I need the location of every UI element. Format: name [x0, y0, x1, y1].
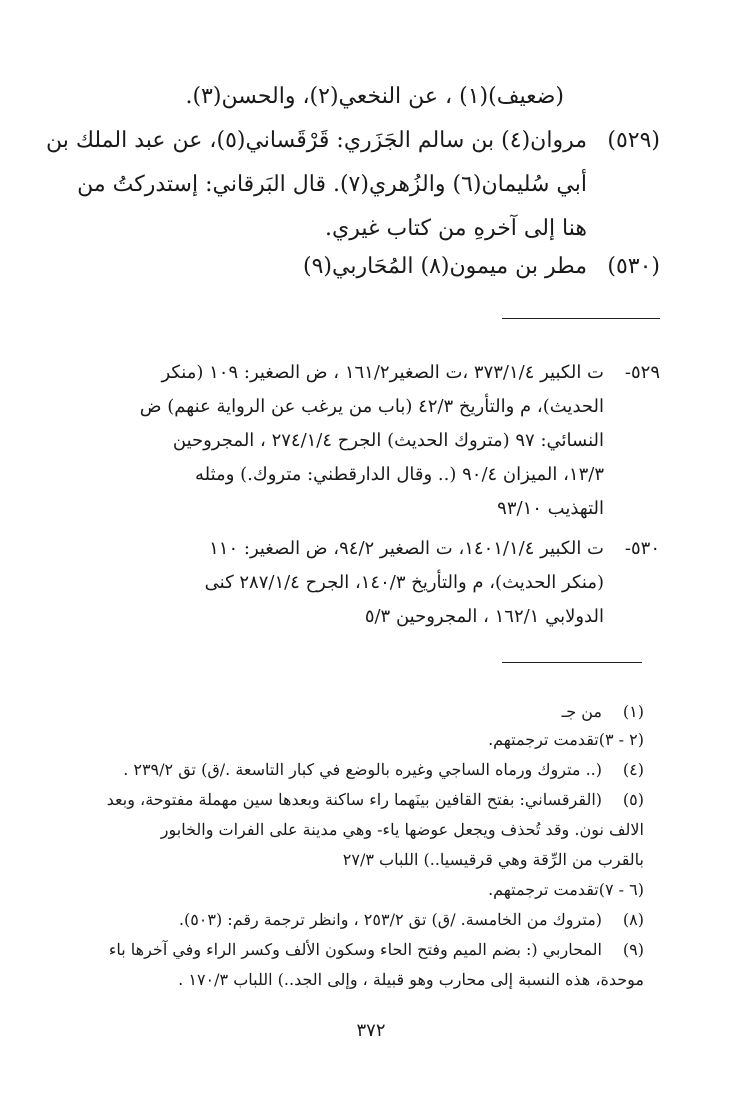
footnote-5-line-1: (القرقساني: بفتح القافين بينَهما راء ساكنة وبعدها سين مهملة مفتوحة، وبعد: [106, 790, 602, 809]
footnote-9-number: (٩): [622, 940, 644, 959]
ref-530-number: ٥٣٠-: [624, 538, 660, 559]
footnote-separator-line: [502, 662, 642, 663]
entry-530-number: (٥٣٠): [607, 254, 660, 279]
footnote-1-number: (١): [622, 702, 644, 721]
footnote-5-number: (٥): [622, 790, 644, 809]
footnote-5-line-3: بالقرب من الرِّقة وهي قرقيسيا..) اللباب ٢٧/٣: [342, 850, 644, 869]
footnote-9-line-1: المحاربي (: بضم الميم وفتح الحاء وسكون الألف وكسر الراء وفي آخرها باء: [108, 940, 602, 959]
entry-529-line-3: هنا إلى آخرهِ من كتاب غيري.: [325, 216, 587, 241]
ref-529-line-1: ت الكبير ٣٧٣/١/٤ ،ت الصغير١٦١/٢ ، ض الصغير: ١٠٩ (منكر: [161, 362, 604, 383]
entry-530-line-1: مطر بن ميمون(٨) المُحَاربي(٩): [302, 254, 587, 279]
ref-529-line-3: النسائي: ٩٧ (متروك الحديث) الجرح ٢٧٤/١/٤ ، المجروحين: [172, 430, 604, 451]
main-intro-line: (ضعيف)(١) ، عن النخعي(٢)، والحسن(٣).: [185, 84, 564, 109]
ref-529-line-5: التهذيب ٩٣/١٠: [497, 498, 604, 519]
footnote-5-line-2: الالف نون. وقد تُحذف ويجعل عوضها ياء- وهي مدينة على الفرات والخابور: [160, 820, 644, 839]
footnote-1-text: من جـ: [561, 702, 602, 721]
footnote-4-text: (.. متروك ورماه الساجي وغيره بالوضع في كبار التاسعة ./ق) تق ٢٣٩/٢ .: [123, 760, 602, 779]
ref-529-line-4: ١٣/٣، الميزان ٩٠/٤ (.. وقال الدارقطني: متروك.) ومثله: [195, 464, 604, 485]
entry-529-line-1: مروان(٤) بن سالم الجَزَري: قَرْقَساني(٥)، عن عبد الملك بن: [45, 128, 587, 153]
footnote-8-text: (متروك من الخامسة. /ق) تق ٢٥٣/٢ ، وانظر ترجمة رقم: (٥٠٣).: [178, 910, 602, 929]
ref-529-number: ٥٢٩-: [624, 362, 660, 383]
ref-530-line-2: (منكر الحديث)، م والتأريخ ١٤٠/٣، الجرح ٢٨٧/١/٤ كنى: [204, 572, 604, 593]
footnote-8-number: (٨): [622, 910, 644, 929]
footnote-2-3-text: (٢ - ٣)تقدمت ترجمتهم.: [488, 730, 644, 749]
ref-529-line-2: الحديث)، م والتأريخ ٤٢/٣ (باب من يرغب عن الرواية عنهم) ض: [139, 396, 604, 417]
ref-530-line-1: ت الكبير ١٤٠١/١/٤، ت الصغير ٩٤/٢، ض الصغير: ١١٠: [209, 538, 604, 559]
entry-529-number: (٥٢٩): [607, 128, 660, 153]
footnote-9-line-2: موحدة، هذه النسبة إلى محارب وهو قبيلة ، وإلى الجد..) اللباب ١٧٠/٣ .: [178, 970, 644, 989]
separator-line: [502, 318, 660, 319]
footnote-4-number: (٤): [622, 760, 644, 779]
page-number: ٣٧٢: [356, 1020, 386, 1041]
ref-530-line-3: الدولابي ١٦٢/١ ، المجروحين ٥/٣: [364, 606, 604, 627]
entry-529-line-2: أبي سُليمان(٦) والزُهري(٧). قال البَرقاني: إستدركتُ من: [77, 172, 587, 197]
footnote-6-7-text: (٦ - ٧)تقدمت ترجمتهم.: [488, 880, 644, 899]
